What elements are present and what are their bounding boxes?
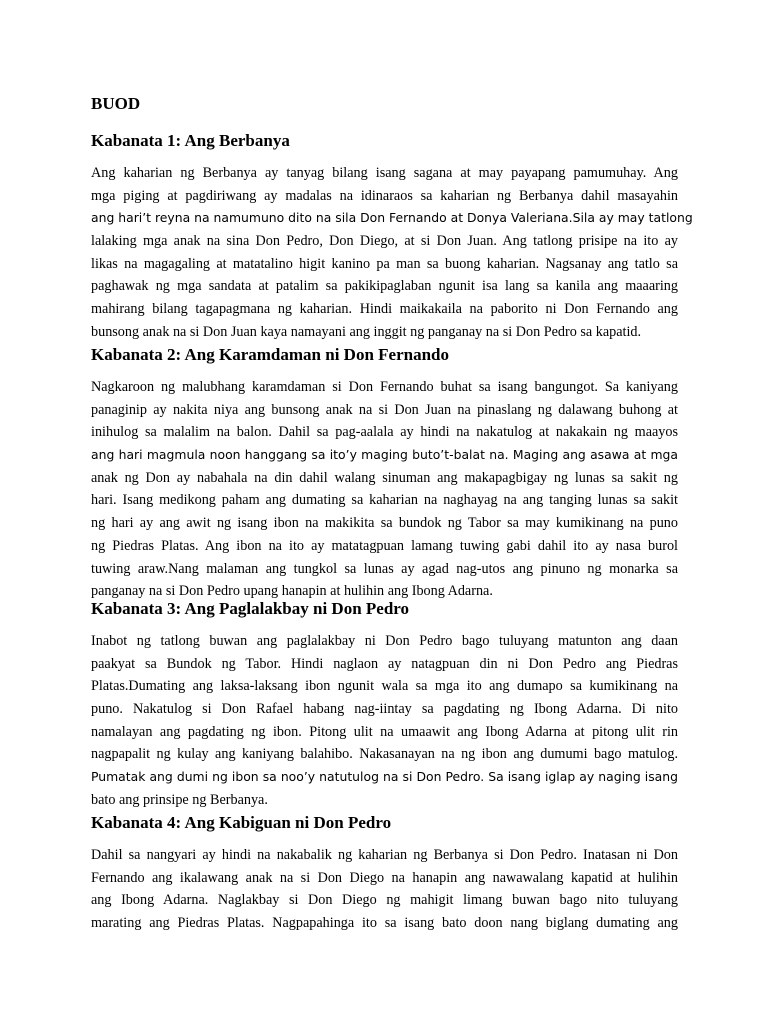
paragraph-line: bunsong anak na si Don Juan kaya namayani ang inggit ng panganay na si Don Pedro sa kapatid. [91, 323, 642, 340]
paragraph-line: tuwing araw.Nang malaman ang tungkol sa lunas ay agad nag-utos ang pinuno ng monarka sa [91, 560, 678, 577]
paragraph-line: bato ang prinsipe ng Berbanya. [91, 791, 268, 808]
section-paragraph-4 [91, 844, 678, 935]
paragraph-line: nagpapalit ng kulay ang kaniyang balahibo. Nakasanayan na ng ibon ang dumumi bago matulog. [91, 746, 678, 763]
paragraph-line: puno. Nakatulog si Don Rafael habang nag-iintay sa pagdating ng Ibong Adarna. Di nito [91, 701, 678, 718]
paragraph-line: marating ang Piedras Platas. Nagpapahinga ito sa isang bato doon nang biglang dumating ang [91, 915, 678, 932]
section-heading-2: Kabanata 2: Ang Karamdaman ni Don Fernando [91, 345, 449, 364]
paragraph-line: Nagkaroon ng malubhang karamdaman si Don Fernando buhat sa isang bangungot. Sa kaniyang [91, 379, 678, 395]
paragraph-line: anak ng Don ay nabahala na din dahil walang sinuman ang makapagbigay ng lunas sa sakit ng [91, 469, 678, 486]
paragraph-line: namalayan ang pagdating ng ibon. Pitong ulit na umaawit ang Ibong Adarna at pitong ulit rin [91, 723, 678, 740]
section-heading-4: Kabanata 4: Ang Kabiguan ni Don Pedro [91, 813, 392, 832]
paragraph-line: ng Piedras Platas. Ang ibon na ito ay matatagpuan lamang tuwing gabi dahil ito ay nasa burol [91, 537, 678, 554]
paragraph-line: lalaking mga anak na sina Don Pedro, Don Diego, at si Don Juan. Ang tatlong prisipe na ito ay [91, 233, 678, 250]
paragraph-line: Pumatak ang dumi ng ibon sa noo’y natutulog na si Don Pedro. Sa isang iglap ay naging isang [91, 769, 678, 785]
section-paragraph-2 [91, 376, 678, 603]
paragraph-line: Fernando ang ikalawang anak na si Don Diego na hanapin ang nawawalang kapatid at hulihin [91, 869, 678, 886]
section-heading-1: Kabanata 1: Ang Berbanya [91, 131, 290, 150]
paragraph-line: mahirang bilang tagapagmana ng kaharian. Hindi maikakaila na paborito ni Don Fernando ang [91, 301, 678, 318]
document-title: BUOD [91, 94, 141, 113]
paragraph-line: ang hari magmula noon hanggang sa ito’y maging buto’t-balat na. Maging ang asawa at mga [91, 447, 678, 463]
paragraph-line: ang hari’t reyna na namumuno dito na sila Don Fernando at Donya Valeriana.Sila ay may tatlong [91, 210, 693, 226]
paragraph-line: ang Ibong Adarna. Naglakbay si Don Diego ng mahigit limang buwan bago nito tuluyang [91, 892, 678, 909]
section-paragraph-1 [91, 162, 693, 344]
paragraph-line: Inabot ng tatlong buwan ang paglalakbay ni Don Pedro bago tuluyang matunton ang daan [91, 633, 678, 649]
paragraph-line: Ang kaharian ng Berbanya ay tanyag bilang isang sagana at may payapang pamumuhay. Ang [91, 165, 678, 181]
section-heading-3: Kabanata 3: Ang Paglalakbay ni Don Pedro [91, 599, 410, 618]
paragraph-line: mga piging at pagdiriwang ay madalas na idinaraos sa kaharian ng Berbanya dahil masayahin [91, 187, 678, 204]
paragraph-line: paakyat sa Bundok ng Tabor. Hindi naglaon ay natagpuan din ni Don Pedro ang Piedras [91, 655, 678, 672]
section-paragraph-3 [91, 630, 678, 812]
paragraph-line: ng hari ay ang awit ng isang ibon na makikita sa bundok ng Tabor sa may kumikinang na puno [91, 515, 678, 532]
paragraph-line: likas na magagaling at matatalino higit kanino pa man sa buong kaharian. Nagsanay ang tatlo sa [91, 255, 678, 272]
paragraph-line: panganay na si Don Pedro upang hanapin at hulihin ang Ibong Adarna. [91, 583, 493, 600]
paragraph-line: Dahil sa nangyari ay hindi na nakabalik ng kaharian ng Berbanya si Don Pedro. Inatasan ni Don [91, 847, 678, 863]
paragraph-line: paghawak ng mga sandata at patalim sa pakikipaglaban ngunit isa lang sa kanila ang maaaring [91, 278, 678, 295]
paragraph-line: hari. Isang medikong paham ang dumating sa kaharian na naghayag na ang tanging lunas sa sakit [91, 492, 678, 509]
paragraph-line: Platas.Dumating ang laksa-laksang ibon ngunit wala sa mga ito ang dumapo sa kumikinang na [91, 678, 678, 695]
paragraph-line: panaginip ay nakita niya ang bunsong anak na si Don Juan na pinaslang ng dalawang buhong at [91, 401, 678, 418]
paragraph-line: inihulog sa malalim na balon. Dahil sa pag-aalala ay hindi na nakatulog at nakakain ng maayos [91, 424, 678, 441]
